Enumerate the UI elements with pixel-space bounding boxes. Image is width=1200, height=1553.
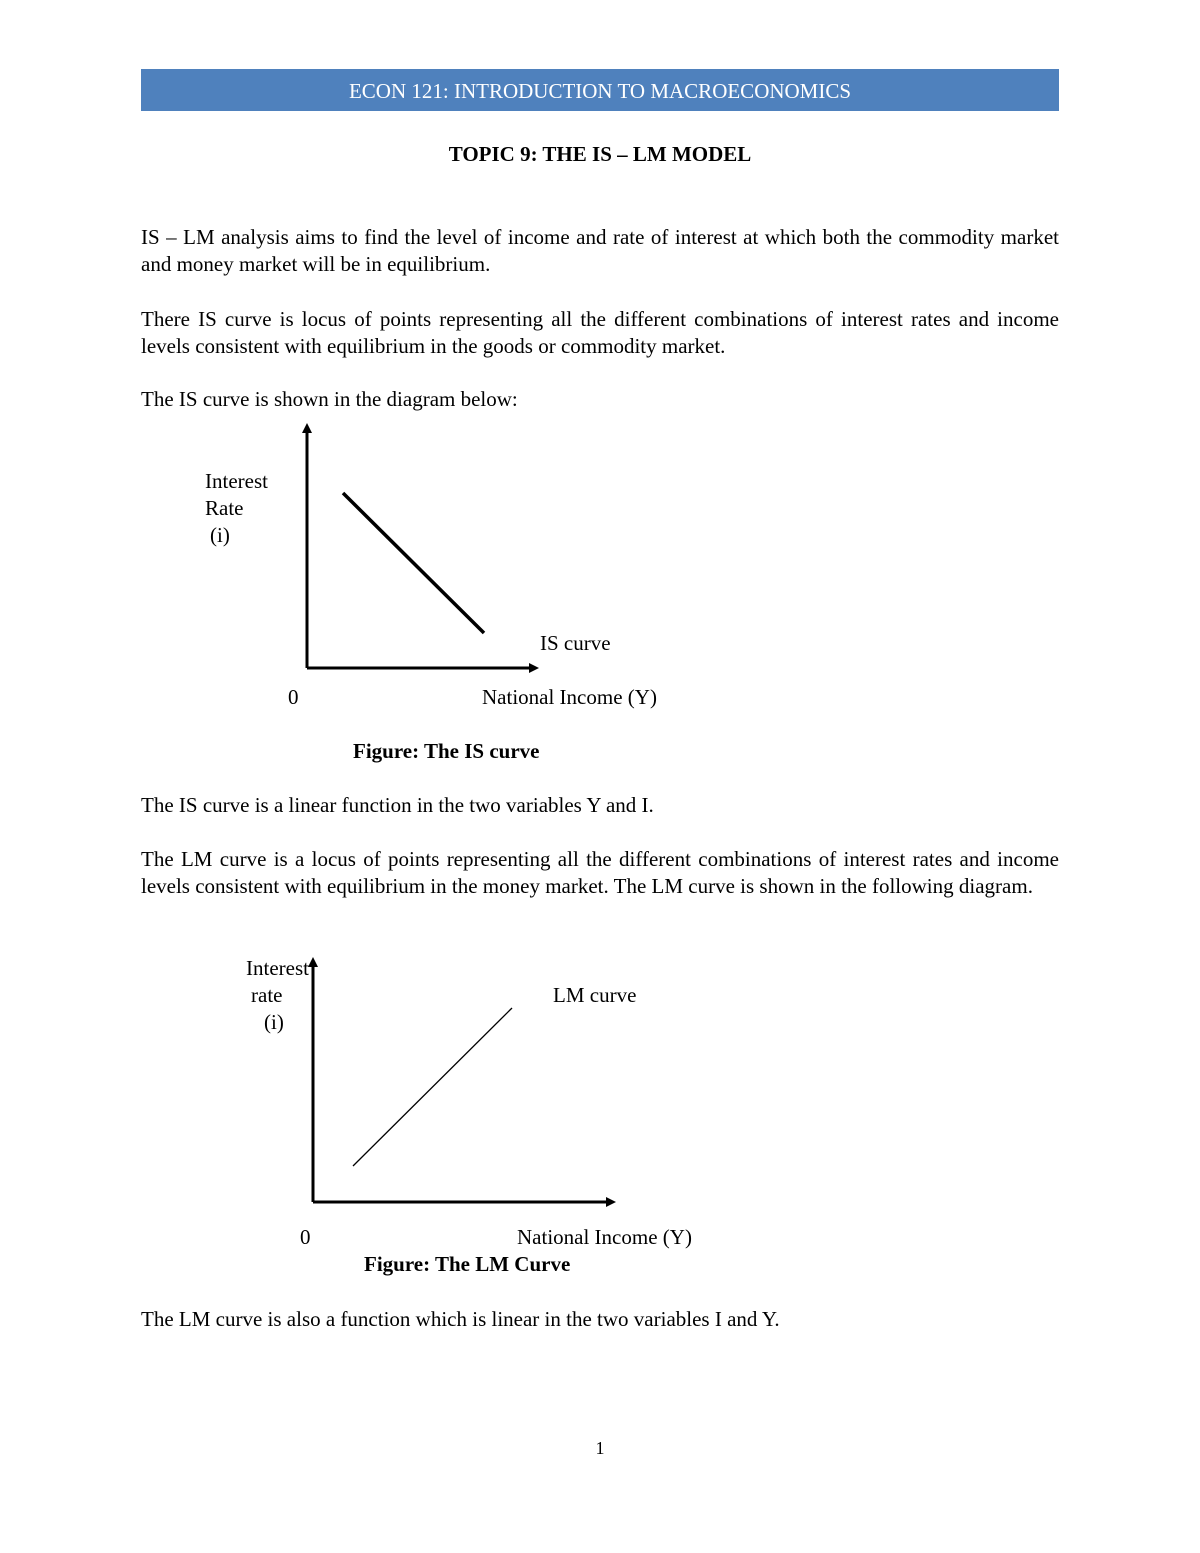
header-bar	[141, 69, 1059, 111]
is-definition-paragraph: There IS curve is locus of points representing all the different combinations of interest rates and income levels consistent with equilibrium in the goods or commodity market.	[141, 307, 1059, 358]
is-y-label-3: (i)	[210, 523, 230, 547]
page-number: 1	[595, 1438, 605, 1458]
is-x-label: National Income (Y)	[482, 685, 657, 709]
is-y-label-2: Rate	[205, 496, 244, 520]
lm-y-label-1: Interest	[246, 956, 309, 980]
lm-figure-caption: Figure: The LM Curve	[364, 1252, 571, 1276]
lm-definition-paragraph: The LM curve is a locus of points representing all the different combinations of interest rates and income levels consistent with equilibrium in the money market. The LM curve is shown in the following diagram.	[141, 847, 1059, 898]
lm-y-label-2: rate	[251, 983, 283, 1007]
lm-origin-label: 0	[300, 1225, 311, 1249]
is-y-label-1: Interest	[205, 469, 268, 493]
is-lead-paragraph: The IS curve is shown in the diagram below:	[141, 387, 518, 411]
is-linear-paragraph: The IS curve is a linear function in the two variables Y and I.	[141, 793, 654, 817]
lm-curve-line	[353, 1008, 512, 1166]
is-curve-line	[343, 493, 484, 633]
is-figure-caption: Figure: The IS curve	[353, 739, 540, 763]
intro-paragraph: IS – LM analysis aims to find the level of income and rate of interest at which both the commodity market and money market will be in equilibrium.	[141, 225, 1059, 276]
lm-curve-label: LM curve	[553, 983, 637, 1007]
lm-y-label-3: (i)	[264, 1010, 284, 1034]
is-origin-label: 0	[288, 685, 299, 709]
lm-linear-paragraph: The LM curve is also a function which is linear in the two variables I and Y.	[141, 1307, 780, 1331]
is-curve-label: IS curve	[540, 631, 611, 655]
course-title: ECON 121: INTRODUCTION TO MACROECONOMICS	[348, 79, 852, 103]
lm-x-label: National Income (Y)	[517, 1225, 692, 1249]
page-title: TOPIC 9: THE IS – LM MODEL	[448, 142, 752, 166]
